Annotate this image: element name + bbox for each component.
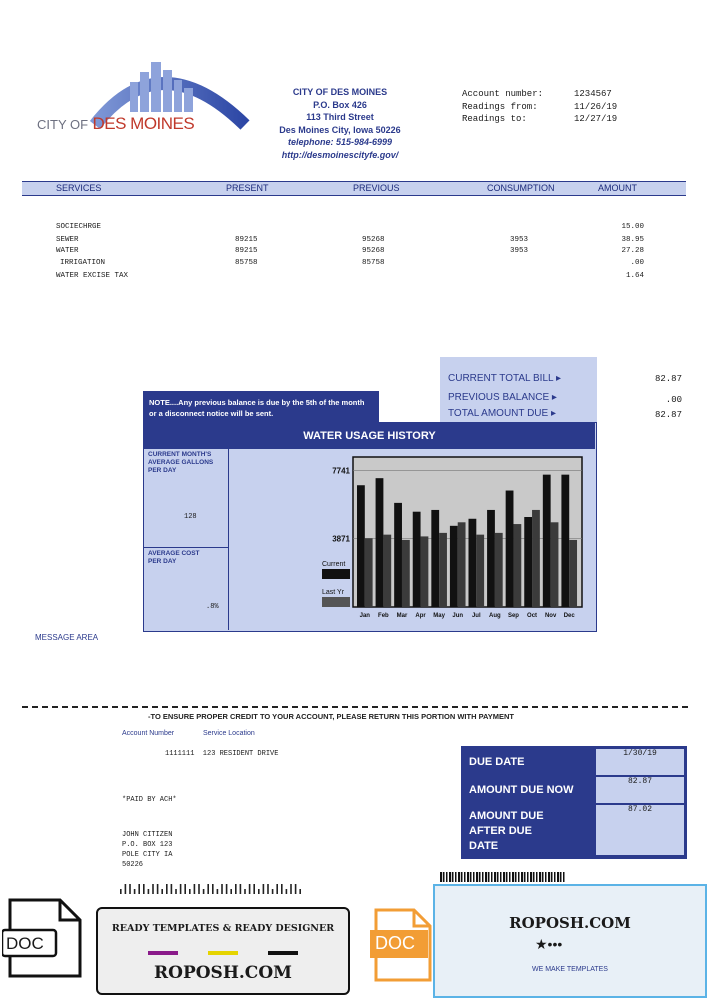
bar-last-year — [383, 535, 391, 607]
doc-file-icon — [2, 896, 84, 980]
service-previous: 95268 — [362, 236, 385, 244]
service-previous: 95268 — [362, 247, 385, 255]
usage-stats — [144, 449, 229, 630]
avg-gallons-value: 128 — [184, 513, 197, 521]
due-date-value: 1/30/19 — [596, 749, 684, 775]
service-name: IRRIGATION — [60, 259, 106, 267]
account-number-label: Account number: — [462, 89, 544, 99]
legend-swatch-last-year — [322, 597, 350, 607]
ad-tagline: READY TEMPLATES & READY DESIGNER — [111, 923, 335, 934]
bar-current — [450, 526, 458, 607]
x-tick-label: Aug — [489, 613, 501, 619]
bar-last-year — [439, 533, 447, 607]
address-line: 50226 — [122, 861, 144, 869]
balance-note: NOTE....Any previous balance is due by the 5th of the month or a disconnect notice will be sent. — [143, 391, 379, 423]
x-tick-label: Apr — [415, 613, 426, 619]
address-line: POLE CITY IA — [122, 851, 173, 859]
address-line: 113 Third Street — [306, 112, 374, 122]
readings-to: 12/27/19 — [574, 114, 618, 124]
ad-banner-templates[interactable] — [96, 907, 350, 995]
due-box — [461, 746, 687, 859]
bar-last-year — [569, 540, 577, 607]
x-tick-label: May — [433, 613, 445, 619]
service-amount: 1.64 — [625, 272, 644, 280]
bar-last-year — [476, 535, 484, 607]
barcode-strip — [440, 872, 570, 882]
total-due-label: TOTAL AMOUNT DUE ▸ — [448, 408, 557, 419]
service-previous: 85758 — [362, 259, 385, 267]
x-tick-label: Jul — [471, 613, 481, 619]
previous-balance-label: PREVIOUS BALANCE ▸ — [448, 392, 557, 403]
service-consumption: 3953 — [510, 236, 529, 244]
bar-current — [543, 475, 551, 607]
utility-address — [255, 86, 425, 161]
logo-prefix: CITY OF — [37, 117, 89, 132]
services-header — [22, 181, 686, 196]
table-row — [0, 257, 720, 269]
address-line: CITY OF DES MOINES — [292, 87, 388, 97]
service-amount: 27.28 — [621, 247, 644, 255]
address-line: P.O. Box 426 — [313, 99, 367, 110]
customer-address — [122, 830, 172, 870]
service-location-header: Service Location — [203, 730, 255, 737]
bar-last-year — [532, 510, 540, 607]
bar-current — [469, 519, 477, 607]
bar-last-year — [458, 522, 466, 607]
postal-barcode — [120, 884, 310, 894]
account-number-header: Account Number — [122, 730, 175, 737]
ad2-subtitle: WE MAKE TEMPLATES — [532, 966, 608, 973]
return-instruction: -TO ENSURE PROPER CREDIT TO YOUR ACCOUNT, PLEASE RETURN THIS PORTION WITH PAYMENT — [148, 712, 515, 721]
readings-to-label: Readings to: — [462, 114, 527, 124]
usage-bar-chart — [230, 449, 596, 630]
cut-line — [22, 706, 688, 708]
totals-panel — [440, 357, 597, 423]
usage-title: WATER USAGE HISTORY — [144, 423, 595, 449]
current-total-label: CURRENT TOTAL BILL ▸ — [448, 373, 562, 384]
amount-due-now-label: AMOUNT DUE NOW — [469, 784, 574, 796]
service-present: 85758 — [235, 259, 258, 267]
col-previous: PREVIOUS — [353, 183, 400, 193]
service-amount: 38.95 — [621, 236, 644, 244]
bar-current — [431, 510, 439, 607]
service-name: SOCIECHRGE — [56, 223, 102, 231]
stub-account-line: 1111111 123 RESIDENT DRIVE — [165, 750, 279, 758]
avg-cost-value: .8% — [206, 603, 219, 611]
total-due-value: 82.87 — [654, 410, 682, 420]
readings-from: 11/26/19 — [574, 101, 618, 112]
bar-current — [487, 510, 495, 607]
service-name: WATER — [56, 247, 79, 255]
address-line: Des Moines City, Iowa 50226 — [279, 124, 401, 135]
bar-current — [394, 503, 402, 607]
avg-cost-label: AVERAGE COST PER DAY — [148, 550, 200, 565]
x-tick-label: Feb — [378, 613, 389, 619]
y-tick-label: 3871 — [332, 534, 350, 544]
bar-current — [524, 517, 532, 607]
service-consumption: 3953 — [510, 247, 529, 255]
service-amount: 15.00 — [621, 223, 644, 231]
legend-current: Current — [322, 561, 346, 568]
amount-after-label: AMOUNT DUE AFTER DUE DATE — [469, 810, 544, 852]
x-tick-label: Mar — [396, 613, 408, 619]
logo-city-name: DES MOINES — [92, 114, 195, 133]
bar-current — [413, 512, 421, 607]
service-name: SEWER — [56, 236, 79, 244]
amount-due-now-value: 82.87 — [596, 777, 684, 803]
bar-last-year — [402, 540, 410, 607]
table-row — [0, 245, 720, 257]
bar-last-year — [495, 533, 503, 607]
avg-gallons-label: CURRENT MONTH'S AVERAGE GALLONS PER DAY — [148, 451, 214, 474]
ad-banner-roposh[interactable] — [433, 884, 707, 998]
city-logo — [35, 50, 255, 140]
current-total-value: 82.87 — [654, 374, 682, 384]
bar-current — [506, 491, 514, 607]
customer-name: JOHN CITIZEN — [122, 831, 173, 839]
x-tick-label: Dec — [563, 613, 575, 619]
table-row — [0, 221, 720, 233]
ad2-title: ROPOSH.COM — [509, 914, 631, 932]
col-services: SERVICES — [56, 183, 102, 193]
website-link[interactable]: http://desmoinescityfe.gov/ — [281, 149, 399, 160]
bar-last-year — [365, 538, 373, 607]
bar-last-year — [513, 524, 521, 607]
y-tick-label: 7741 — [332, 466, 350, 476]
col-amount: AMOUNT — [598, 183, 637, 193]
readings-from-label: Readings from: — [462, 101, 538, 112]
star-icon: ★••• — [535, 936, 563, 952]
x-tick-label: Sep — [507, 613, 519, 619]
previous-balance-value: .00 — [665, 395, 682, 405]
services-table — [0, 221, 720, 291]
doc-orange-label: DOC — [375, 933, 415, 953]
usage-history-panel — [143, 422, 597, 632]
paid-by-ach: *PAID BY ACH* — [122, 796, 177, 804]
due-date-label: DUE DATE — [469, 756, 525, 768]
x-tick-label: Oct — [527, 613, 538, 619]
table-row — [0, 270, 720, 282]
account-number: 1234567 — [574, 89, 612, 99]
account-info — [462, 88, 617, 126]
ad-site-name: ROPOSH.COM — [154, 963, 292, 983]
message-area-label: MESSAGE AREA — [35, 633, 99, 642]
address-line: P.O. BOX 123 — [122, 841, 173, 849]
bar-current — [357, 485, 365, 607]
x-tick-label: Nov — [544, 613, 557, 619]
bar-last-year — [551, 522, 559, 607]
doc-label: DOC — [6, 934, 44, 953]
service-amount: .00 — [630, 259, 644, 267]
legend-last-year: Last Yr — [322, 589, 345, 596]
col-present: PRESENT — [226, 183, 269, 193]
bar-last-year — [421, 536, 429, 607]
telephone: telephone: 515-984-6999 — [287, 137, 393, 147]
bar-current — [561, 475, 569, 607]
service-present: 89215 — [235, 247, 258, 255]
bar-current — [376, 478, 384, 607]
service-name: WATER EXCISE TAX — [56, 272, 129, 280]
x-tick-label: Jan — [359, 613, 370, 619]
x-tick-label: Jun — [452, 613, 464, 619]
service-present: 89215 — [235, 236, 258, 244]
legend-swatch-current — [322, 569, 350, 579]
col-consumption: CONSUMPTION — [487, 183, 555, 193]
doc-orange-icon — [370, 908, 432, 982]
amount-after-value: 87.02 — [596, 805, 684, 855]
